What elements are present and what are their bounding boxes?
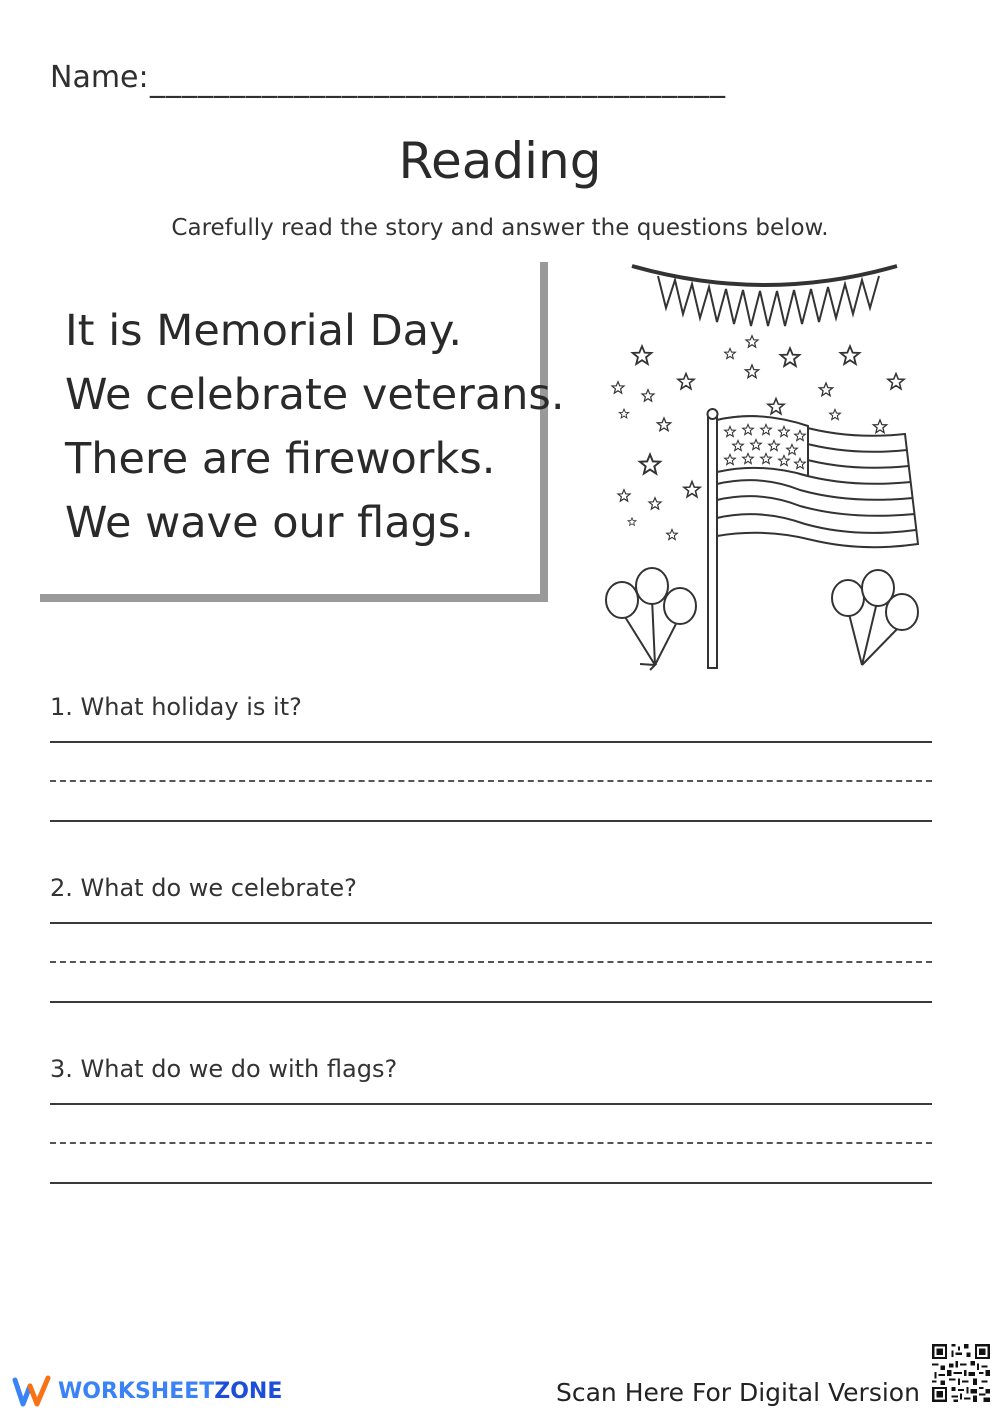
qr-code-icon[interactable] xyxy=(930,1342,992,1404)
page-title: Reading xyxy=(398,132,602,190)
question-3: 3. What do we do with flags? xyxy=(50,1055,398,1083)
balloons-icon xyxy=(832,570,918,665)
instructions: Carefully read the story and answer the questions below. xyxy=(171,215,829,241)
answer-line-mid[interactable] xyxy=(50,1142,932,1144)
balloons-icon xyxy=(606,568,696,670)
story-line: There are fireworks. xyxy=(65,434,496,484)
story-line: It is Memorial Day. xyxy=(65,306,463,356)
question-1: 1. What holiday is it? xyxy=(50,693,302,721)
answer-line-mid[interactable] xyxy=(50,780,932,782)
brand-name xyxy=(58,1379,282,1404)
answer-line-top[interactable] xyxy=(50,741,932,743)
story-line: We celebrate veterans. xyxy=(65,370,565,420)
brand-accent: ZONE xyxy=(214,1379,283,1404)
story-box xyxy=(40,262,565,602)
bunting-icon xyxy=(632,266,897,326)
american-flag-icon xyxy=(708,409,919,668)
answer-line-top[interactable] xyxy=(50,1103,932,1105)
name-label: Name: xyxy=(50,60,149,95)
answer-line-top[interactable] xyxy=(50,922,932,924)
answer-line-bottom[interactable] xyxy=(50,820,932,822)
name-field[interactable]: ____________________________________ xyxy=(150,64,726,99)
brand-main: WORKSHEET xyxy=(58,1379,215,1404)
scan-instruction: Scan Here For Digital Version xyxy=(556,1378,920,1407)
story-line: We wave our flags. xyxy=(65,498,474,548)
question-2: 2. What do we celebrate? xyxy=(50,874,357,902)
answer-line-bottom[interactable] xyxy=(50,1182,932,1184)
brand-logo[interactable] xyxy=(12,1374,283,1414)
memorial-day-illustration xyxy=(600,260,930,675)
answer-line-mid[interactable] xyxy=(50,961,932,963)
worksheetzone-logo-icon xyxy=(12,1374,54,1410)
answer-line-bottom[interactable] xyxy=(50,1001,932,1003)
